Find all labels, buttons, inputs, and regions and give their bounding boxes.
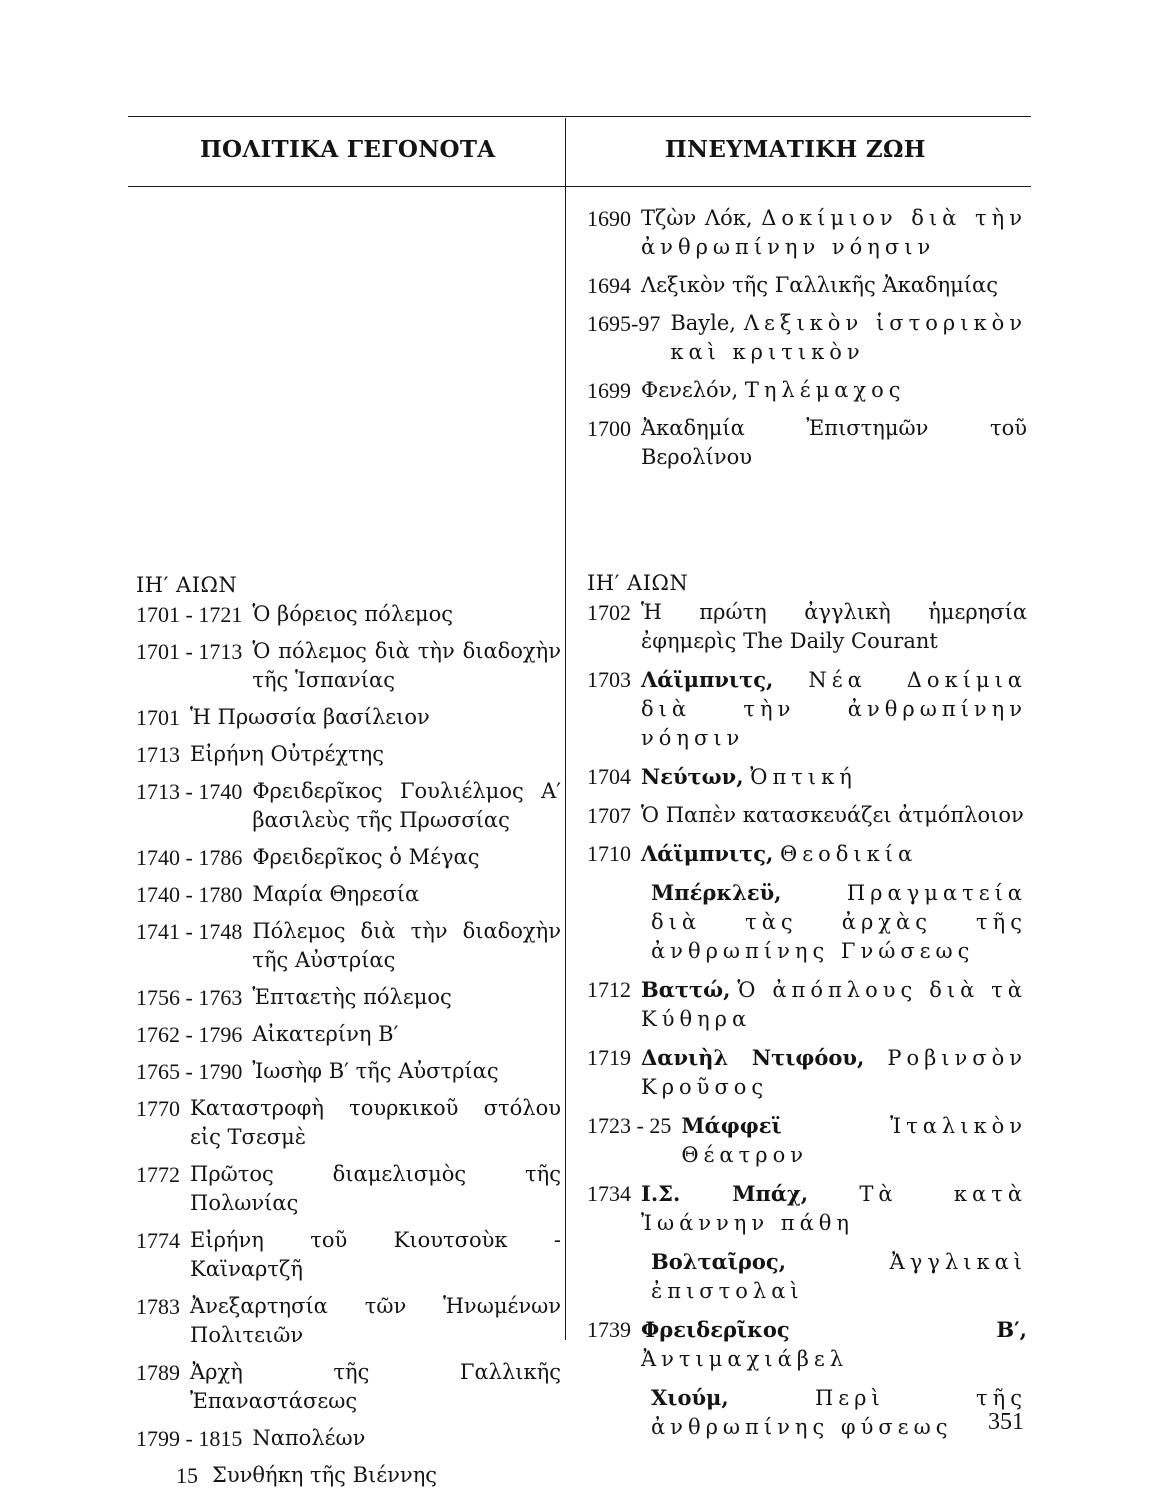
entry-year: 1710 bbox=[587, 841, 631, 866]
entry-title: Ὀπτική bbox=[750, 765, 857, 789]
entry-text bbox=[641, 376, 1027, 405]
entry-title: Λεξικὸν τῆς Γαλλικῆς Ἀκαδημίας bbox=[641, 273, 998, 297]
event-text: Ἀνεξαρτησία τῶν Ἡνωμένων Πολιτειῶν bbox=[190, 1294, 561, 1347]
entry-text bbox=[641, 801, 1027, 830]
entry-title: Πραγματεία διὰ τὰς ἀρχὰς τῆς ἀνθρωπίνης Γνώσεως bbox=[651, 881, 1027, 963]
political-event bbox=[136, 777, 561, 835]
entry-text bbox=[641, 271, 1027, 300]
intellectual-entry bbox=[587, 801, 1027, 830]
event-text: Ναπολέων bbox=[252, 1426, 366, 1450]
event-text: Ἀρχὴ τῆς Γαλλικῆς Ἐπαναστάσεως bbox=[190, 1360, 561, 1413]
event-text: Πόλεμος διὰ τὴν διαδοχὴν τῆς Αὐστρίας bbox=[252, 919, 561, 972]
header-underline bbox=[128, 186, 1031, 187]
event-year: 1740 - 1786 bbox=[136, 845, 243, 870]
event-year: 1765 - 1790 bbox=[136, 1059, 243, 1084]
entry-text bbox=[641, 1043, 1027, 1102]
entry-year: 1723 - 25 bbox=[587, 1113, 672, 1138]
entry-title: Τὰ κατὰ Ἰωάννην πάθη bbox=[641, 1182, 1027, 1235]
political-events-heading: ΠΟΛΙΤΙΚΑ ΓΕΓΟΝΟΤΑ bbox=[200, 136, 496, 163]
political-event bbox=[136, 703, 561, 732]
event-text: Φρειδερῖκος ὁ Μέγας bbox=[252, 845, 480, 869]
intellectual-entry bbox=[587, 204, 1027, 262]
intellectual-entry bbox=[587, 376, 1027, 405]
political-event bbox=[136, 740, 561, 769]
entry-title: Ἀκαδημία Ἐπιστημῶν τοῦ Βερολίνου bbox=[641, 416, 1027, 469]
entry-text bbox=[641, 839, 1027, 869]
political-event bbox=[136, 983, 561, 1012]
entry-text bbox=[651, 1383, 1027, 1442]
entry-author: Νεύτων, bbox=[641, 764, 744, 789]
page-number: 351 bbox=[988, 1409, 1024, 1435]
entry-year: 1690 bbox=[587, 206, 631, 231]
entry-year: 1734 bbox=[587, 1181, 631, 1206]
political-event bbox=[136, 1461, 561, 1490]
entry-text bbox=[641, 204, 1027, 262]
political-event bbox=[136, 1094, 561, 1152]
entry-text bbox=[641, 762, 1027, 792]
political-event bbox=[136, 637, 561, 695]
entry-title: Θεοδικία bbox=[780, 842, 918, 866]
entry-title: Ἀγγλικαὶ ἐπιστολαὶ bbox=[651, 1250, 1027, 1303]
event-year: 1772 bbox=[136, 1162, 180, 1187]
entry-title: Νέα Δοκίμια διὰ τὴν ἀνθρωπίνην νόησιν bbox=[641, 668, 1027, 750]
entry-title: Περὶ τῆς ἀνθρωπίνης φύσεως bbox=[651, 1386, 1027, 1439]
right-column-18th-century bbox=[587, 569, 1027, 1442]
entry-author: Δανιὴλ Ντιφόου, bbox=[641, 1045, 865, 1070]
entry-title: Λεξικὸν ἱστορικὸν καὶ κριτικὸν bbox=[670, 311, 1027, 364]
event-year: 1741 - 1748 bbox=[136, 919, 243, 944]
intellectual-entry bbox=[587, 975, 1027, 1034]
entry-title: Ὁ ἀπόπλους διὰ τὰ Κύθηρα bbox=[641, 978, 1027, 1031]
intellectual-entry bbox=[587, 1383, 1027, 1442]
intellectual-entry bbox=[587, 762, 1027, 792]
event-year: 1774 bbox=[136, 1228, 180, 1253]
entry-year: 1707 bbox=[587, 803, 631, 828]
entry-text bbox=[641, 1315, 1027, 1374]
event-text: Εἰρήνη Οὐτρέχτης bbox=[190, 742, 385, 766]
entry-author: Bayle, bbox=[670, 311, 736, 335]
entry-year: 1739 bbox=[587, 1317, 631, 1342]
event-text: Εἰρήνη τοῦ Κιουτσοὺκ - Καϊναρτζῆ bbox=[190, 1228, 561, 1281]
intellectual-entry bbox=[587, 878, 1027, 966]
left-century-heading: ΙΗ′ ΑΙΩΝ bbox=[136, 573, 238, 597]
right-column-17th-century bbox=[587, 204, 1027, 472]
intellectual-entry bbox=[587, 839, 1027, 869]
entry-year: 1695-97 bbox=[587, 311, 661, 336]
political-event bbox=[136, 1226, 561, 1284]
event-text: Ὁ βόρειος πόλεμος bbox=[252, 602, 454, 626]
political-event bbox=[136, 600, 561, 629]
entry-title: Ἰταλικὸν Θέατρον bbox=[681, 1114, 1027, 1167]
intellectual-entry bbox=[587, 1247, 1027, 1306]
entry-text bbox=[641, 665, 1027, 753]
intellectual-entry bbox=[587, 1043, 1027, 1102]
entry-author: Λάϊμπνιτς, bbox=[641, 667, 774, 692]
entry-title: Τηλέμαχος bbox=[744, 378, 906, 402]
event-year: 1799 - 1815 bbox=[136, 1426, 243, 1451]
entry-year: 1694 bbox=[587, 273, 631, 298]
entry-year: 1704 bbox=[587, 764, 631, 789]
intellectual-entry bbox=[587, 665, 1027, 753]
event-text: Αἰκατερίνη Β′ bbox=[252, 1022, 399, 1046]
political-event bbox=[136, 843, 561, 872]
entry-text bbox=[641, 975, 1027, 1034]
entry-text bbox=[651, 878, 1027, 966]
entry-author: Λάϊμπνιτς, bbox=[641, 841, 774, 866]
event-year: 1701 bbox=[136, 705, 180, 730]
intellectual-entry bbox=[587, 309, 1027, 367]
entry-author: Χιούμ, bbox=[651, 1385, 729, 1410]
event-text: Ἡ Πρωσσία βασίλειον bbox=[190, 705, 430, 729]
top-rule bbox=[128, 116, 1031, 117]
right-century-heading: ΙΗ′ ΑΙΩΝ bbox=[587, 571, 689, 595]
entry-year: 1702 bbox=[587, 600, 631, 625]
political-event bbox=[136, 1424, 561, 1453]
intellectual-events-list bbox=[587, 598, 1027, 1442]
entry-author: Βολταῖρος, bbox=[651, 1249, 787, 1274]
entry-text bbox=[670, 309, 1027, 367]
event-text: Ὁ πόλεμος διὰ τὴν διαδοχὴν τῆς Ἱσπανίας bbox=[252, 639, 561, 692]
entry-year: 1700 bbox=[587, 416, 631, 441]
event-year: 1762 - 1796 bbox=[136, 1022, 243, 1047]
event-year: 1783 bbox=[136, 1294, 180, 1319]
intellectual-entry bbox=[587, 1315, 1027, 1374]
entry-text bbox=[651, 1247, 1027, 1306]
political-event bbox=[136, 1057, 561, 1086]
event-text: Ἑπταετὴς πόλεμος bbox=[252, 985, 452, 1009]
intellectual-life-heading: ΠΝΕΥΜΑΤΙΚΗ ΖΩΗ bbox=[665, 136, 926, 163]
entry-year: 1719 bbox=[587, 1045, 631, 1070]
entry-title: Ὁ Παπὲν κατασκευάζει ἀτμόπλοιον bbox=[641, 803, 1024, 827]
intellectual-entry bbox=[587, 1179, 1027, 1238]
entry-title: Ροβινσὸν Κροῦσος bbox=[641, 1046, 1027, 1099]
entry-author: Ι.Σ. Μπάχ, bbox=[641, 1181, 809, 1206]
entry-author: Τζὼν Λόκ, bbox=[641, 206, 753, 230]
entry-title: Δοκίμιον διὰ τὴν ἀνθρωπίνην νόησιν bbox=[641, 206, 1027, 259]
entry-author: Βαττώ, bbox=[641, 977, 731, 1002]
column-divider bbox=[565, 118, 566, 1340]
political-event bbox=[136, 1358, 561, 1416]
entry-author: Φενελόν, bbox=[641, 378, 739, 402]
event-text: Συνθήκη τῆς Βιέννης bbox=[212, 1463, 438, 1487]
intellectual-entry bbox=[587, 598, 1027, 656]
entry-text bbox=[641, 1179, 1027, 1238]
event-text: Φρειδερῖκος Γουλιέλμος Α′ βασιλεὺς τῆς Πρωσσίας bbox=[252, 779, 561, 832]
entry-year: 1699 bbox=[587, 378, 631, 403]
intellectual-entry bbox=[587, 271, 1027, 300]
event-year: 15 bbox=[176, 1463, 198, 1488]
event-year: 1756 - 1763 bbox=[136, 985, 243, 1010]
political-events-list bbox=[136, 600, 561, 1490]
entry-author: Φρειδερῖκος Β′, bbox=[641, 1317, 1027, 1342]
entry-title: Ἀντιμαχιάβελ bbox=[641, 1347, 849, 1371]
political-event bbox=[136, 1160, 561, 1218]
event-text: Πρῶτος διαμελισμὸς τῆς Πολωνίας bbox=[190, 1162, 561, 1215]
political-event bbox=[136, 1020, 561, 1049]
entry-text bbox=[641, 598, 1027, 656]
event-year: 1789 bbox=[136, 1360, 180, 1385]
event-text: Ἰωσὴφ Β′ τῆς Αὐστρίας bbox=[252, 1059, 499, 1083]
event-year: 1770 bbox=[136, 1096, 180, 1121]
entry-text bbox=[681, 1111, 1027, 1170]
entry-title: Ἡ πρώτη ἀγγλικὴ ἡμερησία ἐφημερὶς The Daily Courant bbox=[641, 600, 1027, 653]
event-year: 1713 bbox=[136, 742, 180, 767]
entry-year: 1712 bbox=[587, 977, 631, 1002]
left-column-18th-century bbox=[136, 571, 561, 1490]
entry-author: Μπέρκλεϋ, bbox=[651, 880, 782, 905]
intellectual-entry bbox=[587, 414, 1027, 472]
event-text: Καταστροφὴ τουρκικοῦ στόλου εἰς Τσεσμὲ bbox=[190, 1096, 561, 1149]
event-year: 1701 - 1721 bbox=[136, 602, 243, 627]
intellectual-entry bbox=[587, 1111, 1027, 1170]
political-event bbox=[136, 917, 561, 975]
entry-year: 1703 bbox=[587, 667, 631, 692]
event-text: Μαρία Θηρεσία bbox=[252, 882, 420, 906]
event-year: 1701 - 1713 bbox=[136, 639, 243, 664]
entry-author: Μάφφεϊ bbox=[681, 1113, 782, 1138]
political-event bbox=[136, 880, 561, 909]
political-event bbox=[136, 1292, 561, 1350]
event-year: 1740 - 1780 bbox=[136, 882, 243, 907]
entry-text bbox=[641, 414, 1027, 472]
event-year: 1713 - 1740 bbox=[136, 779, 243, 804]
